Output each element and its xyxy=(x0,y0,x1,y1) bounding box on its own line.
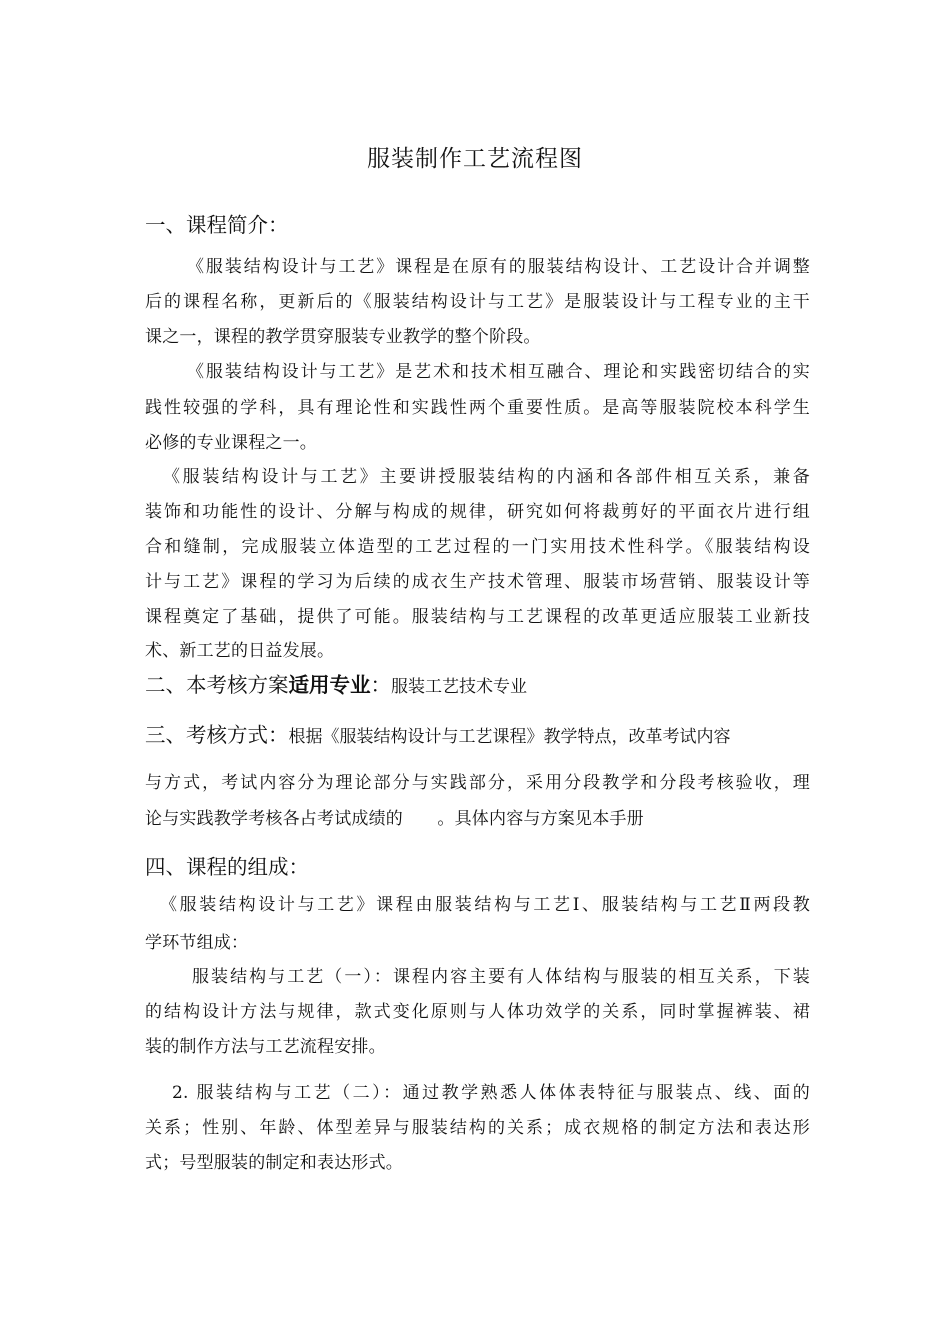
paragraph-line: 2. 服装结构与工艺（二）：通过教学熟悉人体体表特征与服装点、线、面的 xyxy=(172,1083,810,1103)
heading-colon: ： xyxy=(370,673,391,697)
heading-text: 三、考核方式： xyxy=(145,723,289,747)
section-heading-assessment xyxy=(145,718,731,748)
paragraph-line: 后的课程名称，更新后的《服装结构设计与工艺》是服装设计与工程专业的主干 xyxy=(145,292,810,312)
section-heading-major xyxy=(145,668,527,698)
paragraph-line: 《服装结构设计与工艺》课程是在原有的服装结构设计、工艺设计合并调整 xyxy=(187,257,810,277)
heading-text-bold: 适用专业 xyxy=(288,673,371,697)
section-heading-composition: 四、课程的组成： xyxy=(145,855,309,879)
paragraph-line: 与方式，考试内容分为理论部分与实践部分，采用分段教学和分段考核验收，理 xyxy=(145,773,810,793)
paragraph-line: 《服装结构设计与工艺》课程由服装结构与工艺Ⅰ、服装结构与工艺Ⅱ两段教 xyxy=(160,895,810,915)
paragraph-line: 计与工艺》课程的学习为后续的成衣生产技术管理、服装市场营销、服装设计等 xyxy=(145,572,810,592)
page-title: 服装制作工艺流程图 xyxy=(367,146,583,172)
paragraph-line: 合和缝制，完成服装立体造型的工艺过程的一门实用技术性科学。《服装结构设 xyxy=(145,537,810,557)
heading-value: 服装工艺技术专业 xyxy=(391,677,527,697)
paragraph-line: 践性较强的学科，具有理论性和实践性两个重要性质。是高等服装院校本科学生 xyxy=(145,398,810,418)
paragraph-line: 课程奠定了基础，提供了可能。服装结构与工艺课程的改革更适应服装工业新技 xyxy=(145,607,810,627)
paragraph-line: 的结构设计方法与规律，款式变化原则与人体功效学的关系，同时掌握裤装、裙 xyxy=(145,1002,810,1022)
paragraph-line: 式；号型服装的制定和表达形式。 xyxy=(145,1153,403,1173)
section-heading-intro: 一、课程简介： xyxy=(145,213,289,237)
paragraph-line: 《服装结构设计与工艺》主要讲授服装结构的内涵和各部件相互关系，兼备 xyxy=(163,467,810,487)
paragraph-line: 术、新工艺的日益发展。 xyxy=(145,641,335,661)
paragraph-line: 论与实践教学考核各占考试成绩的 。具体内容与方案见本手册 xyxy=(145,809,644,829)
paragraph-line: 关系；性别、年龄、体型差异与服装结构的关系；成衣规格的制定方法和表达形 xyxy=(145,1118,810,1138)
heading-text: 二、本考核方案 xyxy=(145,673,289,697)
paragraph-line: 课之一，课程的教学贯穿服装专业教学的整个阶段。 xyxy=(145,327,541,347)
paragraph-line: 服装结构与工艺（一）：课程内容主要有人体结构与服装的相互关系，下装 xyxy=(192,967,810,987)
paragraph-line: 《服装结构设计与工艺》是艺术和技术相互融合、理论和实践密切结合的实 xyxy=(187,362,810,382)
paragraph-line: 学环节组成： xyxy=(145,933,249,953)
heading-value: 根据《服装结构设计与工艺课程》教学特点，改革考试内容 xyxy=(288,727,731,747)
paragraph-line: 装饰和功能性的设计、分解与构成的规律，研究如何将裁剪好的平面衣片进行组 xyxy=(145,502,810,522)
paragraph-line: 必修的专业课程之一。 xyxy=(145,433,317,453)
paragraph-line: 装的制作方法与工艺流程安排。 xyxy=(145,1037,386,1057)
